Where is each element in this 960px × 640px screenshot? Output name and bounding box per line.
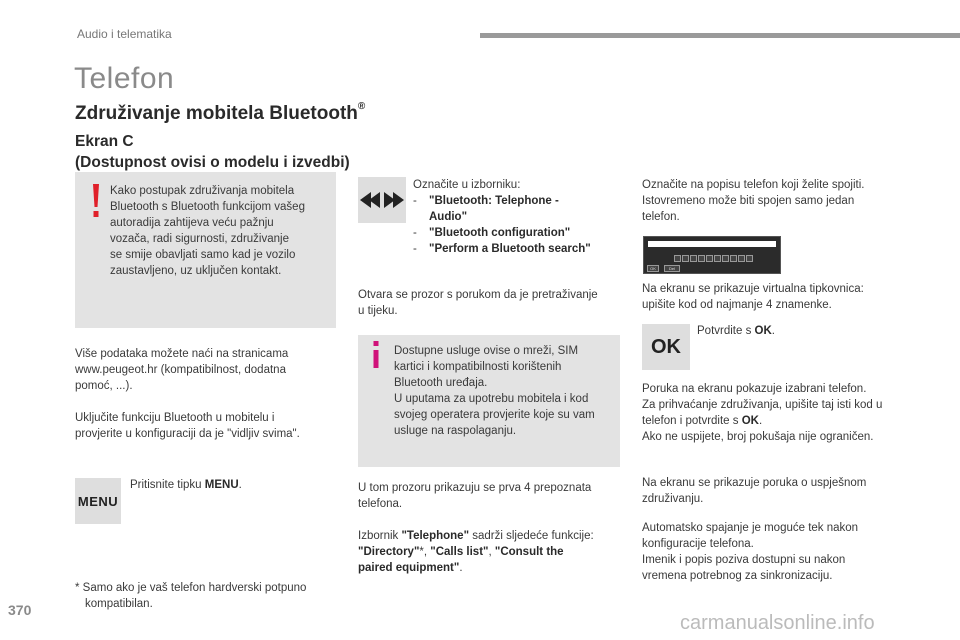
header-bar bbox=[480, 33, 960, 38]
main-heading: Združivanje mobitela Bluetooth® bbox=[75, 101, 366, 124]
footnote: * Samo ako je vaš telefon hardverski potpuno kompatibilan. bbox=[75, 582, 307, 610]
section-header: Audio i telematika bbox=[77, 27, 172, 41]
keyboard-text: Na ekranu se prikazuje virtualna tipkovnica: upišite kod od najmanje 4 znamenke. bbox=[642, 283, 864, 311]
search-window-text: Otvara se prozor s porukom da je pretraživanje u tijeku. bbox=[358, 289, 598, 317]
page-title: Telefon bbox=[74, 62, 175, 95]
keyboard-keys bbox=[674, 255, 753, 262]
more-info-text: Više podataka možete naći na stranicama www.peugeot.hr (kompatibilnost, dodatna pomoć, ...). bbox=[75, 348, 289, 392]
auto-connect-text: Automatsko spajanje je moguće tek nakon konfiguracije telefona. Imenik i popis poziva dostupni su nakon vremena potrebnog za sinkronizaciju. bbox=[642, 522, 859, 582]
seek-arrows-glyph bbox=[360, 190, 404, 210]
warning-text: Kako postupak združivanja mobitela Bluetooth s Bluetooth funkcijom vašeg autoradija zahtijeva veću pažnju vozača, radi sigurnosti, združivanje se smije obavljati samo kad je vozilo zaustavljeno, uz uključen kontakt. bbox=[110, 185, 305, 277]
telephone-menu-text: Izbornik "Telephone" sadrži sljedeće funkcije: "Directory"*, "Calls list", "Consult the paired equipment". bbox=[358, 530, 594, 574]
success-text: Na ekranu se prikazuje poruka o uspješnom združivanju. bbox=[642, 477, 867, 505]
note-text: Dostupne usluge ovise o mreži, SIM kartici i kompatibilnosti korištenih Bluetooth uređaja. U uputama za upotrebu mobitela i kod svojeg operatera provjerite koje su vam usluge na raspolaganju. bbox=[394, 345, 595, 437]
seek-arrows-icon bbox=[358, 177, 406, 223]
selected-phone-text: Poruka na ekranu pokazuje izabrani telefon. Za prihvaćanje združivanja, upišite taj isti kod u telefon i potvrdite s OK. Ako ne uspijete, broj pokušaja nije ograničen. bbox=[642, 383, 883, 443]
menu-key-icon: MENU bbox=[75, 478, 121, 524]
choose-phone-text: Označite na popisu telefon koji želite spojiti. Istovremeno može biti spojen samo jedan telefon. bbox=[642, 179, 865, 223]
ok-key-icon: OK bbox=[642, 324, 690, 370]
select-menu-text: Označite u izborniku: - "Bluetooth: Telephone - Audio" - "Bluetooth configuration" - "Perform a Bluetooth search" bbox=[413, 179, 591, 255]
code-entry-bar bbox=[648, 241, 776, 247]
sub-heading: Ekran C (Dostupnost ovisi o modelu i izvedbi) bbox=[75, 133, 350, 171]
watermark: carmanualsonline.info bbox=[680, 612, 875, 634]
virtual-keyboard-screen bbox=[643, 236, 781, 274]
warning-icon bbox=[90, 183, 102, 219]
press-menu-text: Pritisnite tipku MENU. bbox=[130, 479, 242, 491]
page-number: 370 bbox=[8, 602, 32, 618]
confirm-text: Potvrdite s OK. bbox=[697, 325, 775, 337]
info-icon bbox=[371, 340, 381, 370]
keyboard-del-key: Del bbox=[664, 265, 680, 272]
enable-bluetooth-text: Uključite funkciju Bluetooth u mobitelu i provjerite u konfiguraciji da je "vidljiv svima". bbox=[75, 412, 300, 440]
first-phones-text: U tom prozoru prikazuju se prva 4 prepoznata telefona. bbox=[358, 482, 592, 510]
keyboard-ok-key: OK bbox=[647, 265, 659, 272]
